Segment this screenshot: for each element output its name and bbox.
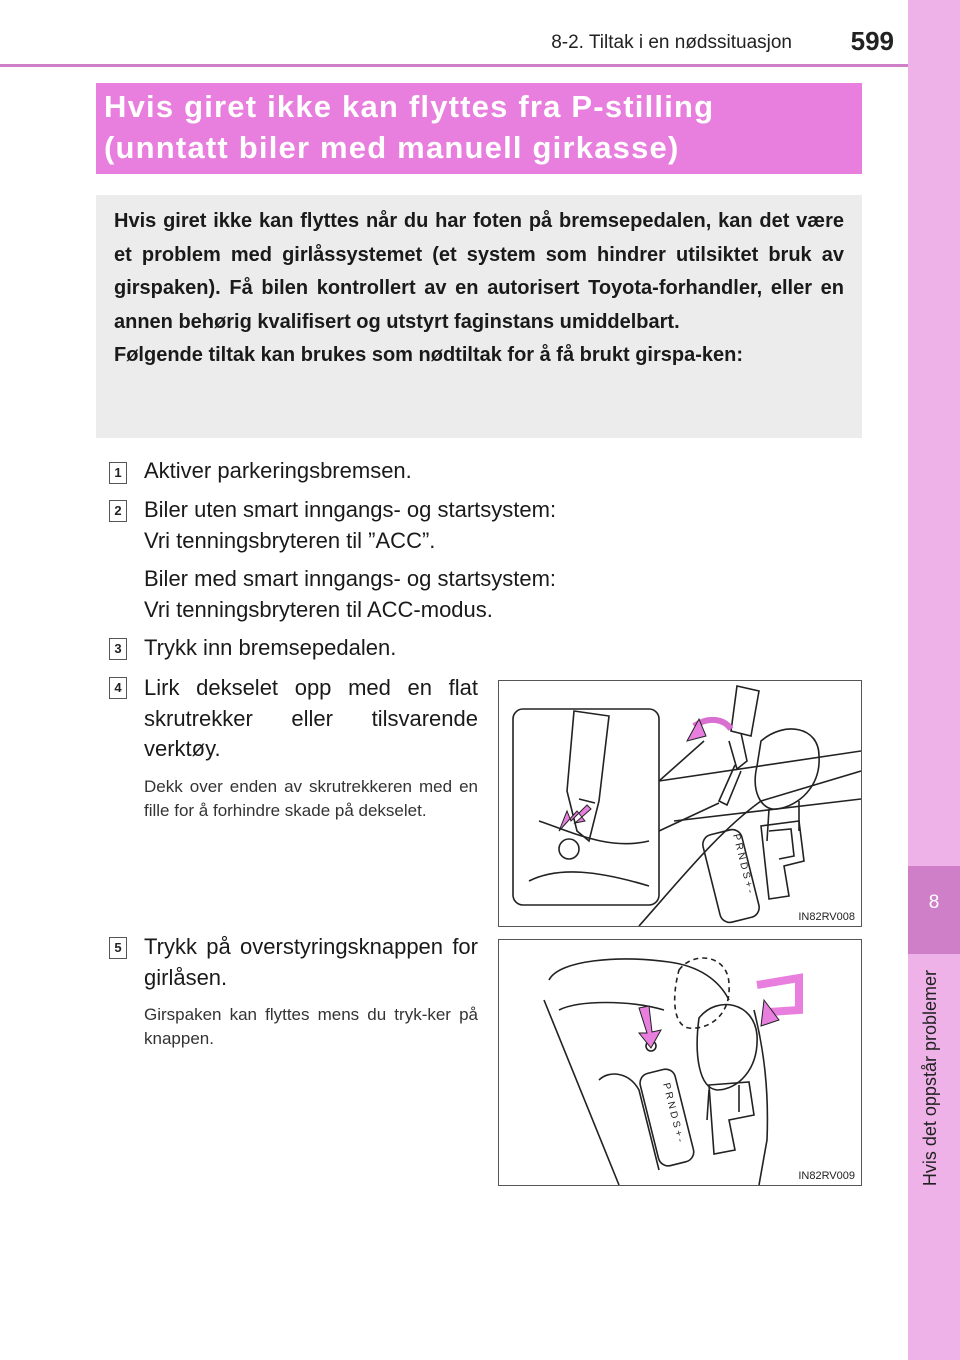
step-1-text: Aktiver parkeringsbremsen.: [144, 458, 412, 483]
gear-label: P R N D S + -: [660, 1081, 686, 1144]
figure-code: IN82RV008: [798, 911, 855, 923]
step-2-line-2: Vri tenningsbryteren til ”ACC”.: [144, 528, 436, 553]
step-number-badge: 2: [109, 500, 127, 522]
step-2-line-4: Vri tenningsbryteren til ACC-modus.: [144, 597, 493, 622]
figure-screwdriver: [498, 680, 862, 927]
page-number: 599: [850, 26, 894, 56]
gear-label: P R N D S + -: [730, 832, 756, 895]
intro-paragraph-2: Følgende tiltak kan brukes som nødtiltak for å få brukt girspa-ken:: [114, 344, 744, 366]
step-2-line-3: Biler med smart inngangs- og startsystem:: [144, 566, 557, 591]
chapter-number: 8: [928, 892, 940, 913]
header-section-title: 8-2. Tiltak i en nødssituasjon: [551, 32, 792, 53]
step-number-badge: 5: [109, 937, 127, 959]
intro-text: [114, 205, 844, 373]
step-number-badge: 3: [109, 638, 127, 660]
step-number-badge: 1: [109, 462, 127, 484]
step-4-text: Lirk dekselet opp med en flat skrutrekker eller tilsvarende verktøy.: [144, 675, 478, 761]
intro-paragraph-1: Hvis giret ikke kan flyttes når du har foten på bremsepedalen, kan det være et problem med girlåssystemet (et system som hindrer utilsiktet bruk av girspaken). Få bilen kontrollert av en autorisert Toyota-forhandler, eller en annen behørig kvalifisert og utstyrt faginstans umiddelbart.: [114, 210, 844, 333]
chapter-title-container: [920, 970, 948, 1220]
step-number-badge: 4: [109, 677, 127, 699]
step-2-line-1: Biler uten smart inngangs- og startsystem:: [144, 497, 557, 522]
override-button-illustration: [499, 940, 861, 1185]
section-title-line-2: (unntatt biler med manuell girkasse): [104, 130, 680, 165]
header-divider: [0, 64, 908, 67]
section-title-box: [96, 83, 862, 174]
section-title-line-1: Hvis giret ikke kan flyttes fra P-stilling: [104, 89, 715, 124]
intro-box: [96, 195, 862, 438]
screwdriver-illustration: [499, 681, 861, 926]
chapter-title: Hvis det oppstår problemer: [920, 970, 940, 1187]
figure-code: IN82RV009: [798, 1170, 855, 1182]
step-4-note: Dekk over enden av skrutrekkeren med en fille for å forhindre skade på dekselet.: [144, 777, 478, 820]
figure-override-button: [498, 939, 862, 1186]
step-5-note: Girspaken kan flyttes mens du tryk-ker på knappen.: [144, 1005, 478, 1048]
step-5-text: Trykk på overstyringsknappen for girlåsen.: [144, 934, 478, 990]
step-3-text: Trykk inn bremsepedalen.: [144, 635, 397, 660]
